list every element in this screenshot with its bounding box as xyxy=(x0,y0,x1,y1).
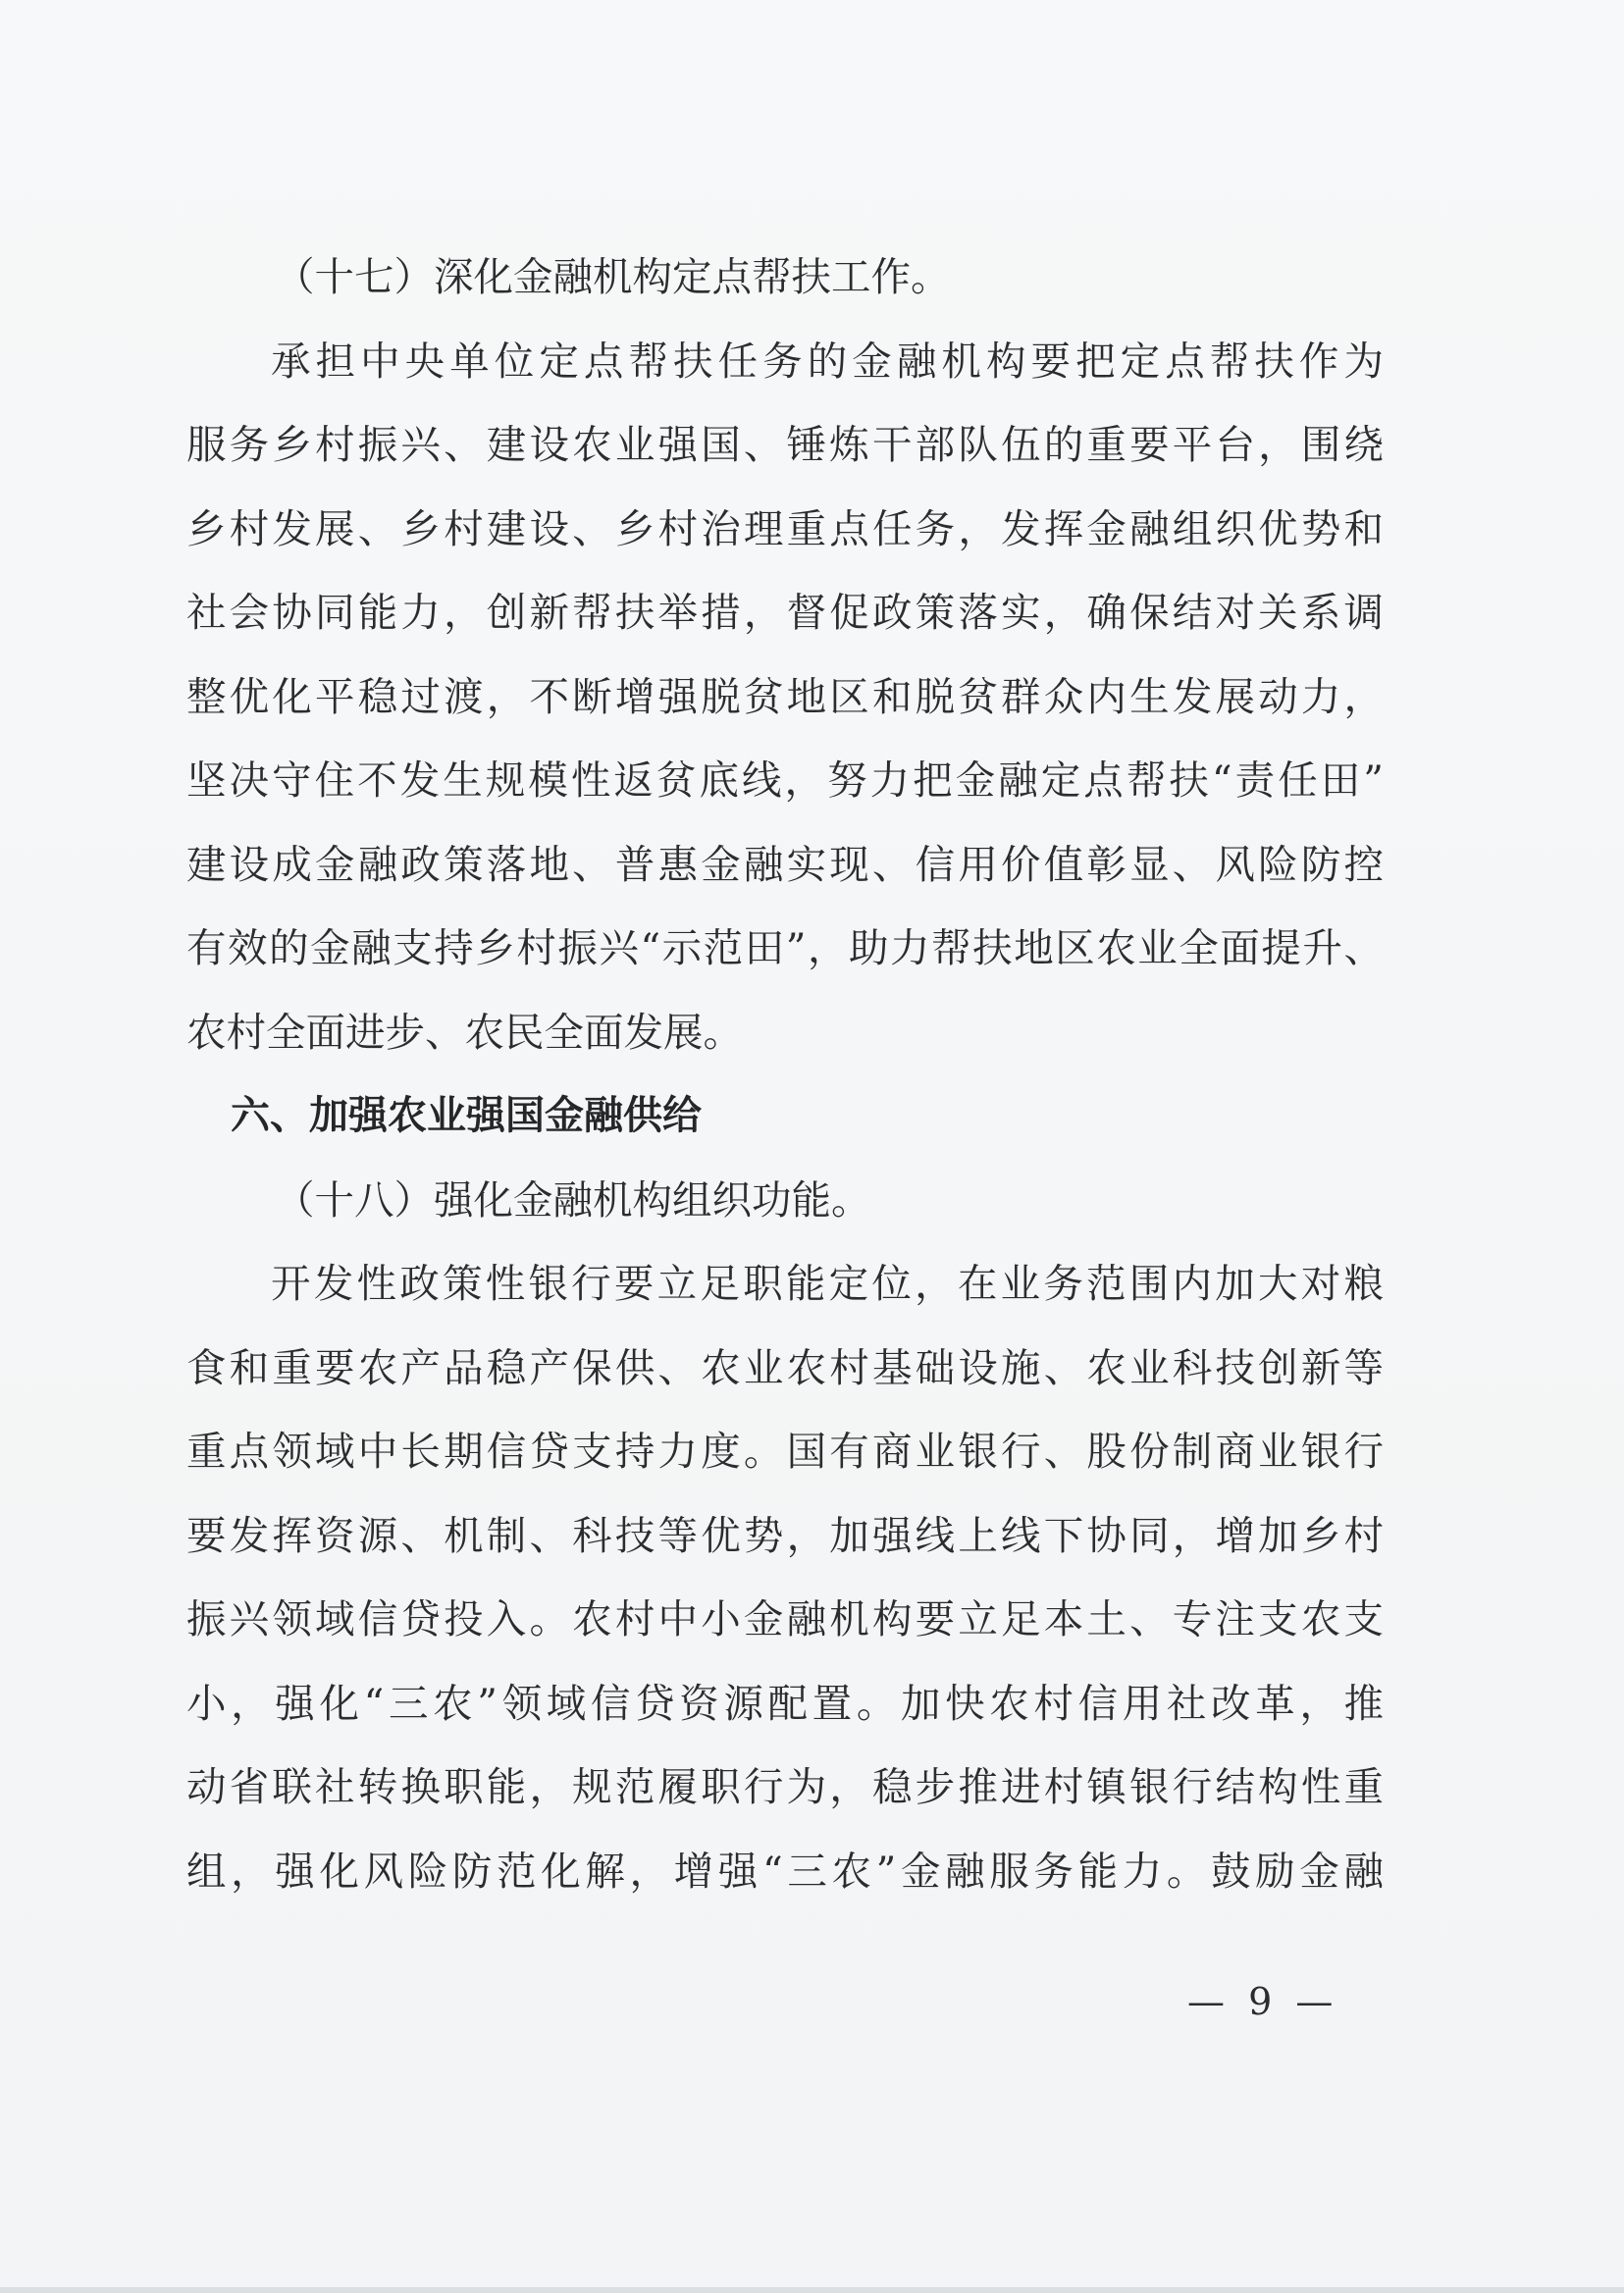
paragraph-line: 整优化平稳过渡，不断增强脱贫地区和脱贫群众内生发展动力， xyxy=(186,672,1384,720)
paragraph-line: 食和重要农产品稳产保供、农业农村基础设施、农业科技创新等 xyxy=(186,1343,1384,1391)
subsection-heading: （十八）强化金融机构组织功能。 xyxy=(275,1175,871,1224)
paragraph-line: 乡村发展、乡村建设、乡村治理重点任务，发挥金融组织优势和 xyxy=(186,504,1384,552)
paragraph-line: 重点领域中长期信贷支持力度。国有商业银行、股份制商业银行 xyxy=(186,1428,1384,1475)
document-body xyxy=(186,235,1384,1913)
paragraph-line: 服务乡村振兴、建设农业强国、锤炼干部队伍的重要平台，围绕 xyxy=(186,421,1384,468)
paragraph-line: 要发挥资源、机制、科技等优势，加强线上线下协同，增加乡村 xyxy=(186,1511,1384,1559)
paragraph-line: 组，强化风险防范化解，增强“三农”金融服务能力。鼓励金融 xyxy=(186,1847,1384,1895)
page-number: — 9 — xyxy=(1187,1980,1339,2023)
paragraph-line: 坚决守住不发生规模性返贫底线，努力把金融定点帮扶“责任田” xyxy=(186,756,1384,804)
paragraph-line: 开发性政策性银行要立足职能定位，在业务范围内加大对粮 xyxy=(271,1260,1384,1307)
paragraph-line: 社会协同能力，创新帮扶举措，督促政策落实，确保结对关系调 xyxy=(186,589,1384,636)
paragraph-line: 承担中央单位定点帮扶任务的金融机构要把定点帮扶作为 xyxy=(271,337,1384,385)
paragraph-line: 有效的金融支持乡村振兴“示范田”，助力帮扶地区农业全面提升、 xyxy=(186,924,1384,971)
paragraph-line: 动省联社转换职能，规范履职行为，稳步推进村镇银行结构性重 xyxy=(186,1763,1384,1810)
paragraph-line: 建设成金融政策落地、普惠金融实现、信用价值彰显、风险防控 xyxy=(186,840,1384,888)
paragraph-line: 振兴领域信贷投入。农村中小金融机构要立足本土、专注支农支 xyxy=(186,1595,1384,1642)
section-heading: 六、加强农业强国金融供给 xyxy=(231,1093,702,1138)
paragraph-line: 小，强化“三农”领域信贷资源配置。加快农村信用社改革，推 xyxy=(186,1679,1384,1727)
page-bottom-edge xyxy=(0,2287,1624,2293)
subsection-heading: （十七）深化金融机构定点帮扶工作。 xyxy=(275,253,951,300)
paragraph-line: 农村全面进步、农民全面发展。 xyxy=(186,1008,743,1056)
